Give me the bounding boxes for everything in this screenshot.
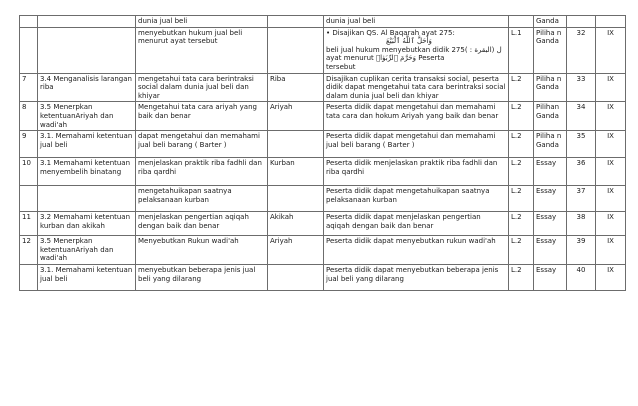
cell-soal: Peserta didik dapat menjelaskan pengertian aqiqah dengan baik dan benar [324,212,509,236]
cell-soal [324,27,509,73]
cell-materi: menjelaskan praktik riba fadhli dan riba qardhi [136,158,268,186]
cell-materi: Menyebutkan Rukun wadi'ah [136,236,268,265]
cell-kd: 3.5 Menerpkan ketentuanAriyah dan wadi'ah [38,236,136,265]
cell-soal: Peserta didik dapat mengetahuikapan saatnya pelaksanaan kurban [324,186,509,212]
cell-materi: menyebutkan hukum jual beli menurut ayat tersebut [136,27,268,73]
cell-soal: Peserta didik dapat menyebutkan beberapa jenis jual beli yang dilarang [324,264,509,290]
table-row [20,212,626,236]
table-row [20,102,626,131]
table-row [20,16,626,28]
cell-no: 8 [20,102,38,131]
cell-kelas: IX [596,158,626,186]
cell-no: 7 [20,73,38,102]
cell-materi: mengetahuikapan saatnya pelaksanaan kurban [136,186,268,212]
cell-materi: Mengetahui tata cara ariyah yang baik dan benar [136,102,268,131]
cell-bentuk: Essay [534,212,567,236]
cell-level: L.2 [509,131,534,158]
kisi-kisi-table [19,15,626,291]
cell-nomor: 35 [567,131,596,158]
cell-level: L.2 [509,158,534,186]
cell-kd: 3.4 Menganalisis larangan riba [38,73,136,102]
cell-bentuk: Pilihan Ganda [534,102,567,131]
cell-kelas: IX [596,186,626,212]
cell-bentuk: Ganda [534,16,567,28]
cell-indikator: Riba [268,73,324,102]
cell-kelas [596,16,626,28]
cell-no: 12 [20,236,38,265]
cell-kelas: IX [596,131,626,158]
cell-kelas: IX [596,27,626,73]
cell-kelas: IX [596,212,626,236]
cell-soal: Peserta didik dapat mengetahui dan memahami tata cara dan hokum Ariyah yang baik dan benar [324,102,509,131]
cell-indikator [268,131,324,158]
cell-bentuk: Essay [534,158,567,186]
cell-indikator: Ariyah [268,102,324,131]
cell-soal: Disajikan cuplikan cerita transaksi social, peserta didik dapat mengetahui tata cara berintraksi social dalam dunia jual beli dan khiyar [324,73,509,102]
cell-nomor: 37 [567,186,596,212]
cell-level: L.2 [509,102,534,131]
cell-bentuk: Essay [534,186,567,212]
cell-no [20,16,38,28]
cell-materi: mengetahui tata cara berintraksi social dalam dunia jual beli dan khiyar [136,73,268,102]
cell-level: L.1 [509,27,534,73]
cell-bentuk: Piliha n Ganda [534,73,567,102]
table-row [20,27,626,73]
arabic-verse: وَأَحَلَّ ٱللَّهُ ٱلْبَيْعَ [386,37,432,46]
soal-line: tersebut [326,62,356,71]
cell-indikator [268,264,324,290]
cell-bentuk: Essay [534,264,567,290]
cell-soal: Peserta didik dapat menyebutkan rukun wadi'ah [324,236,509,265]
cell-kelas: IX [596,236,626,265]
cell-indikator: Akikah [268,212,324,236]
cell-nomor [567,16,596,28]
cell-bentuk: Piliha n Ganda [534,131,567,158]
table-row [20,73,626,102]
cell-materi: menjelaskan pengertian aqiqah dengan baik dan benar [136,212,268,236]
table-row [20,186,626,212]
cell-no: 9 [20,131,38,158]
cell-kd [38,16,136,28]
cell-kd: 3.5 Menerpkan ketentuanAriyah dan wadi'ah [38,102,136,131]
cell-kelas: IX [596,264,626,290]
cell-indikator: Kurban [268,158,324,186]
soal-line: ayat menurut [326,54,374,63]
cell-kd: 3.1. Memahami ketentuan jual beli [38,131,136,158]
cell-kelas: IX [596,73,626,102]
table-row [20,131,626,158]
cell-indikator: Ariyah [268,236,324,265]
cell-kd [38,27,136,73]
cell-indikator [268,27,324,73]
cell-level: L.2 [509,212,534,236]
cell-materi: menyebutkan beberapa jenis jual beli yang dilarang [136,264,268,290]
cell-soal: Peserta didik dapat mengetahui dan memahami jual beli barang ( Barter ) [324,131,509,158]
cell-level: L.2 [509,73,534,102]
cell-bentuk: Piliha n Ganda [534,27,567,73]
cell-kd: 3.1. Memahami ketentuan jual beli [38,264,136,290]
soal-intro: • Disajikan QS. Al Baqarah ayat 275: [326,28,455,37]
cell-kd: 3.2 Memahami ketentuan kurban dan akikah [38,212,136,236]
cell-indikator [268,16,324,28]
soal-line: beli jual hukum menyebutkan didik 275( : البقرة) ل [326,45,502,54]
cell-level: L.2 [509,236,534,265]
cell-kd: 3.1 Memahami ketentuan menyembelih binatang [38,158,136,186]
cell-no [20,186,38,212]
cell-no [20,27,38,73]
cell-nomor: 36 [567,158,596,186]
cell-nomor: 40 [567,264,596,290]
table-row [20,264,626,290]
soal-line: Peserta [418,54,445,63]
cell-no: 10 [20,158,38,186]
cell-soal: Peserta didik menjelaskan praktik riba fadhli dan riba qardhi [324,158,509,186]
cell-bentuk: Essay [534,236,567,265]
cell-no [20,264,38,290]
cell-level [509,16,534,28]
table-row [20,158,626,186]
cell-nomor: 38 [567,212,596,236]
cell-nomor: 34 [567,102,596,131]
cell-materi: dunia jual beli [136,16,268,28]
cell-indikator [268,186,324,212]
cell-materi: dapat mengetahui dan memahami jual beli barang ( Barter ) [136,131,268,158]
cell-level: L.2 [509,186,534,212]
cell-level: L.2 [509,264,534,290]
cell-nomor: 33 [567,73,596,102]
cell-nomor: 32 [567,27,596,73]
table-row [20,236,626,265]
arabic-verse: وَحَرَّمَ ٱلرِّبَوٰا۟ [375,54,417,63]
cell-no: 11 [20,212,38,236]
cell-kelas: IX [596,102,626,131]
cell-soal: dunia jual beli [324,16,509,28]
cell-kd [38,186,136,212]
cell-nomor: 39 [567,236,596,265]
